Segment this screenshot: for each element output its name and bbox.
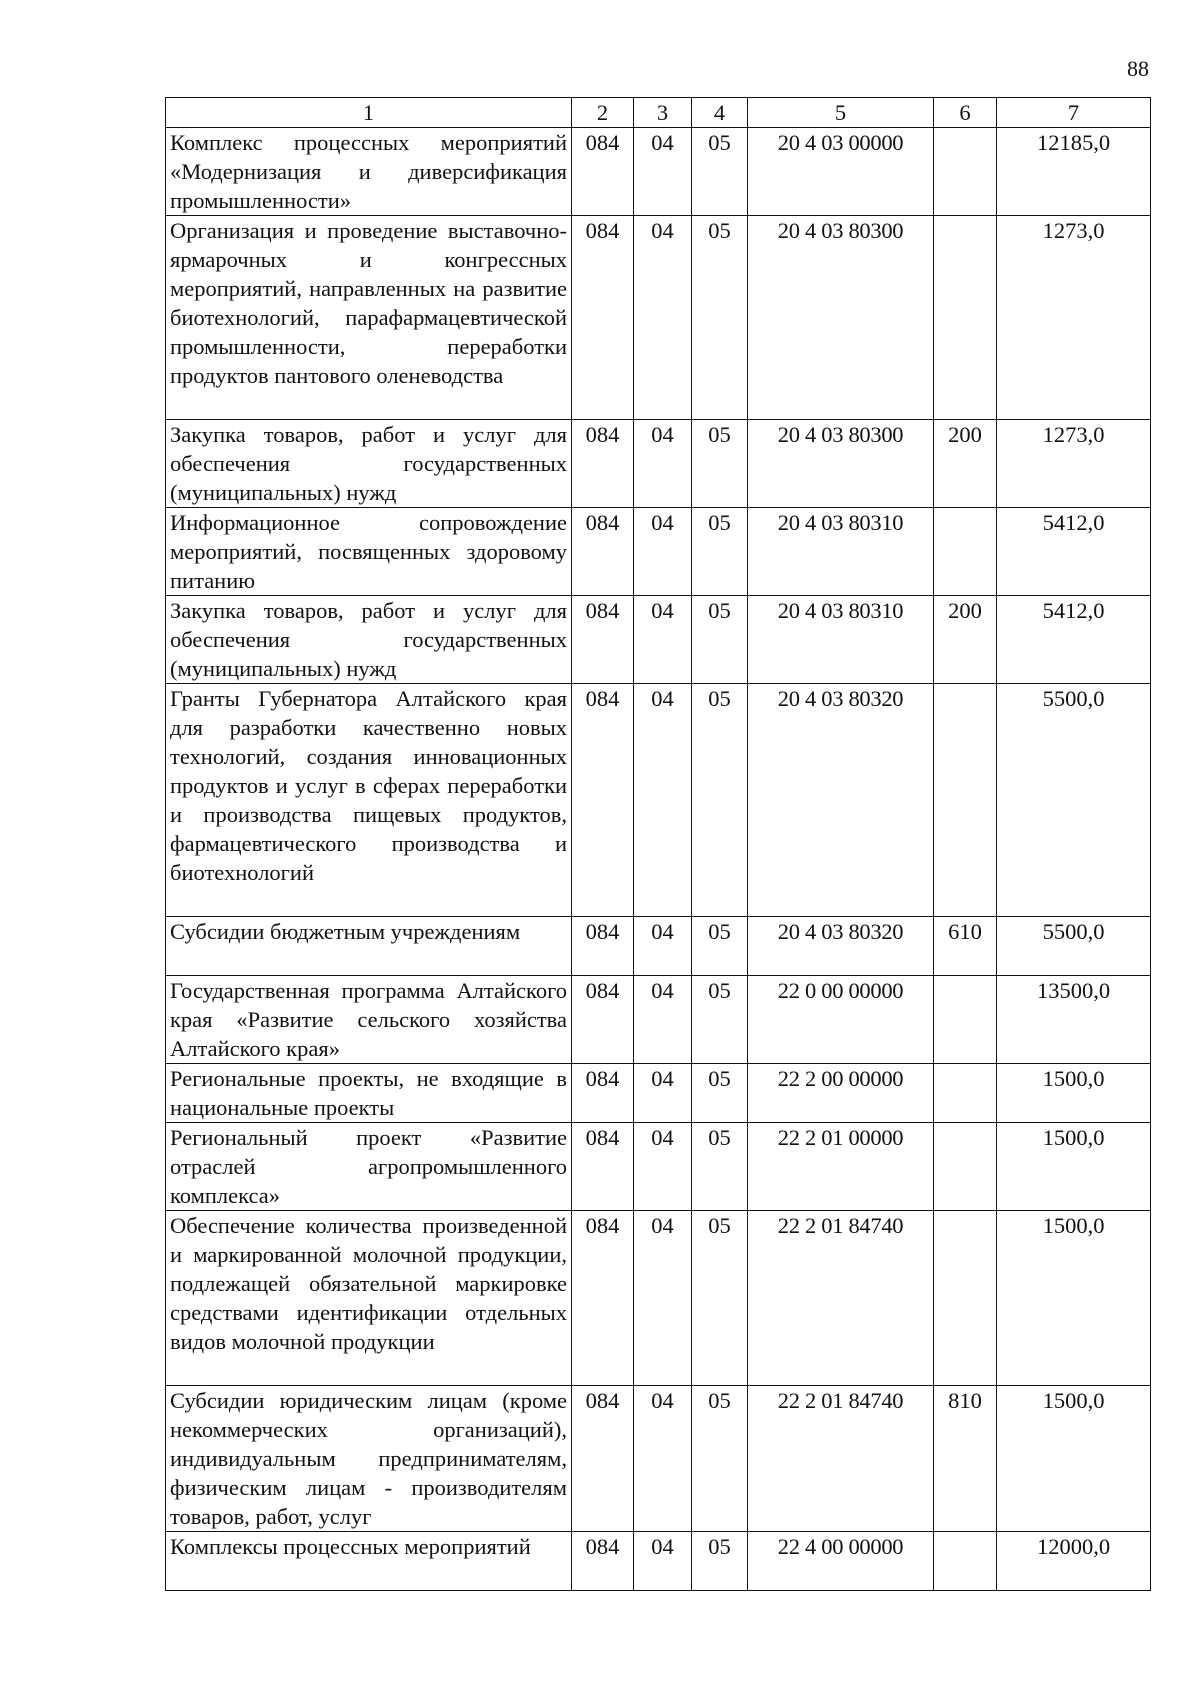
row-target: 22 2 01 84740 <box>748 1211 934 1386</box>
row-name: Обеспечение количества произведенной и маркированной молочной продукции, подлежащей обязательной маркировке средствами идентификации отдельных видов молочной продукции <box>166 1211 572 1386</box>
row-name: Региональные проекты, не входящие в национальные проекты <box>166 1064 572 1123</box>
row-amount: 1500,0 <box>997 1064 1151 1123</box>
row-amount: 1500,0 <box>997 1386 1151 1532</box>
row-amount: 12185,0 <box>997 128 1151 216</box>
row-section: 04 <box>634 1532 692 1591</box>
row-section: 04 <box>634 976 692 1064</box>
row-section: 04 <box>634 684 692 917</box>
row-ministry: 084 <box>572 1123 634 1211</box>
row-name: Организация и проведение выставочно-ярмарочных и конгрессных мероприятий, направленных на развитие биотехнологий, парафармацевтической промышленности, переработки продуктов пантового оленеводства <box>166 216 572 420</box>
row-subsection: 05 <box>692 420 748 508</box>
row-name: Информационное сопровождение мероприятий, посвященных здоровому питанию <box>166 508 572 596</box>
row-section: 04 <box>634 1123 692 1211</box>
column-header-7: 7 <box>997 98 1151 128</box>
row-target: 20 4 03 80300 <box>748 216 934 420</box>
row-target: 20 4 03 80310 <box>748 596 934 684</box>
table-row <box>166 1064 1151 1123</box>
row-ministry: 084 <box>572 508 634 596</box>
row-ministry: 084 <box>572 1211 634 1386</box>
row-name: Закупка товаров, работ и услуг для обеспечения государственных (муниципальных) нужд <box>166 420 572 508</box>
table-row <box>166 1532 1151 1591</box>
row-subsection: 05 <box>692 1386 748 1532</box>
row-ministry: 084 <box>572 1532 634 1591</box>
row-section: 04 <box>634 508 692 596</box>
row-target: 20 4 03 80310 <box>748 508 934 596</box>
row-section: 04 <box>634 917 692 976</box>
row-subsection: 05 <box>692 596 748 684</box>
row-ministry: 084 <box>572 917 634 976</box>
row-name: Субсидии юридическим лицам (кроме некоммерческих организаций), индивидуальным предпринимателям, физическим лицам - производителям товаров, работ, услуг <box>166 1386 572 1532</box>
budget-table <box>165 97 1151 1591</box>
page-number: 88 <box>1127 56 1149 81</box>
row-expense-type: 610 <box>934 917 997 976</box>
row-target: 22 2 00 00000 <box>748 1064 934 1123</box>
column-header-1: 1 <box>166 98 572 128</box>
row-expense-type <box>934 1064 997 1123</box>
row-subsection: 05 <box>692 684 748 917</box>
row-ministry: 084 <box>572 128 634 216</box>
table-row <box>166 508 1151 596</box>
row-section: 04 <box>634 216 692 420</box>
column-header-2: 2 <box>572 98 634 128</box>
row-ministry: 084 <box>572 420 634 508</box>
table-row <box>166 1211 1151 1386</box>
row-section: 04 <box>634 1064 692 1123</box>
table-row <box>166 976 1151 1064</box>
row-subsection: 05 <box>692 1064 748 1123</box>
row-subsection: 05 <box>692 1123 748 1211</box>
row-subsection: 05 <box>692 1532 748 1591</box>
row-expense-type <box>934 976 997 1064</box>
row-ministry: 084 <box>572 596 634 684</box>
row-target: 20 4 03 80300 <box>748 420 934 508</box>
row-ministry: 084 <box>572 216 634 420</box>
row-amount: 5412,0 <box>997 508 1151 596</box>
row-name: Комплекс процессных мероприятий «Модернизация и диверсификация промышленности» <box>166 128 572 216</box>
row-section: 04 <box>634 596 692 684</box>
row-expense-type: 200 <box>934 596 997 684</box>
table-row <box>166 596 1151 684</box>
column-header-3: 3 <box>634 98 692 128</box>
row-expense-type: 810 <box>934 1386 997 1532</box>
row-name: Гранты Губернатора Алтайского края для разработки качественно новых технологий, создания инновационных продуктов и услуг в сферах переработки и производства пищевых продуктов, фармацевтического производства и биотехнологий <box>166 684 572 917</box>
row-subsection: 05 <box>692 917 748 976</box>
table-row <box>166 684 1151 917</box>
row-amount: 1500,0 <box>997 1211 1151 1386</box>
row-amount: 5500,0 <box>997 684 1151 917</box>
header-row <box>166 98 1151 128</box>
row-target: 22 2 01 00000 <box>748 1123 934 1211</box>
row-expense-type <box>934 684 997 917</box>
row-expense-type <box>934 216 997 420</box>
table-row <box>166 1123 1151 1211</box>
row-ministry: 084 <box>572 684 634 917</box>
row-subsection: 05 <box>692 976 748 1064</box>
row-expense-type: 200 <box>934 420 997 508</box>
row-ministry: 084 <box>572 1064 634 1123</box>
row-expense-type <box>934 1532 997 1591</box>
row-section: 04 <box>634 128 692 216</box>
row-amount: 13500,0 <box>997 976 1151 1064</box>
row-name: Субсидии бюджетным учреждениям <box>166 917 572 976</box>
row-name: Закупка товаров, работ и услуг для обеспечения государственных (муниципальных) нужд <box>166 596 572 684</box>
row-amount: 5412,0 <box>997 596 1151 684</box>
row-section: 04 <box>634 1386 692 1532</box>
row-target: 22 0 00 00000 <box>748 976 934 1064</box>
table-row <box>166 420 1151 508</box>
row-expense-type <box>934 1123 997 1211</box>
row-section: 04 <box>634 1211 692 1386</box>
row-section: 04 <box>634 420 692 508</box>
row-target: 20 4 03 80320 <box>748 917 934 976</box>
row-expense-type <box>934 1211 997 1386</box>
column-header-5: 5 <box>748 98 934 128</box>
row-subsection: 05 <box>692 1211 748 1386</box>
row-target: 20 4 03 00000 <box>748 128 934 216</box>
row-target: 22 2 01 84740 <box>748 1386 934 1532</box>
row-target: 22 4 00 00000 <box>748 1532 934 1591</box>
row-ministry: 084 <box>572 976 634 1064</box>
column-header-6: 6 <box>934 98 997 128</box>
row-ministry: 084 <box>572 1386 634 1532</box>
row-target: 20 4 03 80320 <box>748 684 934 917</box>
row-name: Государственная программа Алтайского края «Развитие сельского хозяйства Алтайского края» <box>166 976 572 1064</box>
row-name: Комплексы процессных мероприятий <box>166 1532 572 1591</box>
table-row <box>166 216 1151 420</box>
row-expense-type <box>934 508 997 596</box>
row-expense-type <box>934 128 997 216</box>
table-row <box>166 917 1151 976</box>
row-amount: 1500,0 <box>997 1123 1151 1211</box>
row-amount: 1273,0 <box>997 420 1151 508</box>
row-name: Региональный проект «Развитие отраслей агропромышленного комплекса» <box>166 1123 572 1211</box>
row-amount: 12000,0 <box>997 1532 1151 1591</box>
column-header-4: 4 <box>692 98 748 128</box>
row-subsection: 05 <box>692 508 748 596</box>
table-row <box>166 1386 1151 1532</box>
row-subsection: 05 <box>692 216 748 420</box>
row-amount: 5500,0 <box>997 917 1151 976</box>
table-row <box>166 128 1151 216</box>
row-amount: 1273,0 <box>997 216 1151 420</box>
row-subsection: 05 <box>692 128 748 216</box>
